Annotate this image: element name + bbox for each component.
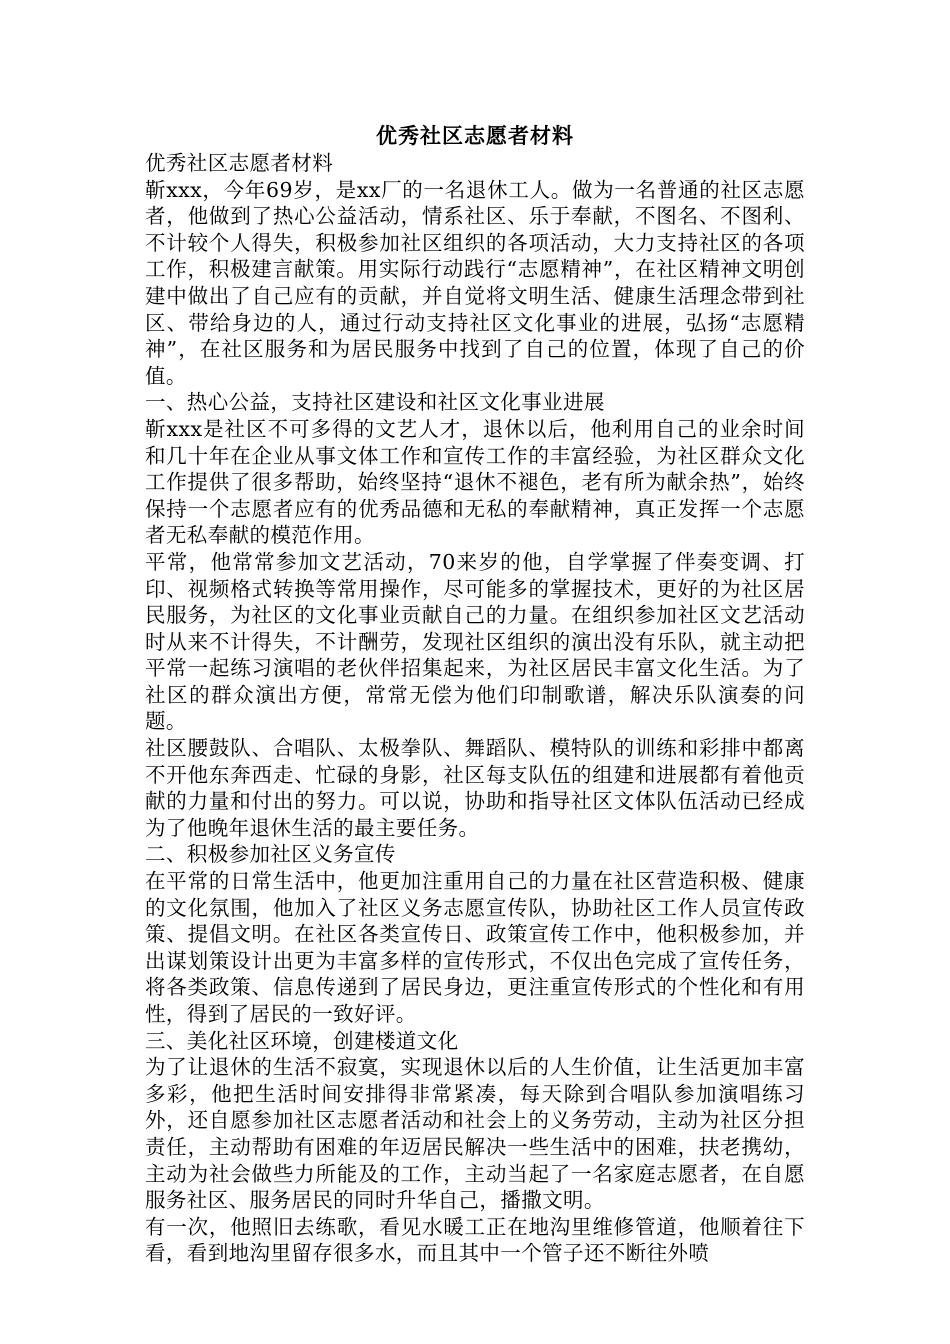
- section-heading-3: 三、美化社区环境，创建楼道文化: [145, 1028, 459, 1053]
- intro-paragraph: 靳xxx，今年69岁，是xx厂的一名退休工人。做为一名普通的社区志愿者，他做到了热心公益活动，情系社区、乐于奉献，不图名、不图利、不计较个人得失，积极参加社区组织的各项活动，大力支持社区的各项工作，积极建言献策。用实际行动践行“志愿精神”，在社区精神文明创建中做出了自己应有的贡献，并自觉将文明生活、健康生活理念带到社区、带给身边的人，通过行动支持社区文化事业的进展，弘扬“志愿精神”，在社区服务和为居民服务中找到了自己的位置，体现了自己的价值。: [145, 177, 805, 388]
- body-paragraph: 有一次，他照旧去练歌，看见水暖工正在地沟里维修管道，他顺着往下看，看到地沟里留存很多水，而且其中一个管子还不断往外喷: [145, 1214, 805, 1266]
- subtitle-paragraph: 优秀社区志愿者材料: [145, 151, 334, 175]
- body-paragraph: 为了让退休的生活不寂寞，实现退休以后的人生价值，让生活更加丰富多彩，他把生活时间安排得非常紧凑，每天除到合唱队参加演唱练习外，还自愿参加社区志愿者活动和社会上的义务劳动，主动为社区分担责任，主动帮助有困难的年迈居民解决一些生活中的困难，扶老携幼，主动为社会做些力所能及的工作，主动当起了一名家庭志愿者，在自愿服务社区、服务居民的同时升华自己，播撒文明。: [145, 1055, 805, 1213]
- body-paragraph: 在平常的日常生活中，他更加注重用自己的力量在社区营造积极、健康的文化氛围，他加入了社区义务志愿宣传队，协助社区工作人员宣传政策、提倡文明。在社区各类宣传日、政策宣传工作中，他积极参加，并出谋划策设计出更为丰富多样的宣传形式，不仅出色完成了宣传任务，将各类政策、信息传递到了居民身边，更注重宣传形式的个性化和有用性，得到了居民的一致好评。: [145, 869, 805, 1026]
- section-heading-1: 一、热心公益，支持社区建设和社区文化事业进展: [145, 390, 605, 415]
- body-paragraph: 社区腰鼓队、合唱队、太极拳队、舞蹈队、模特队的训练和彩排中都离不开他东奔西走、忙碌的身影，社区每支队伍的组建和进展都有着他贡献的力量和付出的努力。可以说，协助和指导社区文体队伍活动已经成为了他晚年退休生活的最主要任务。: [145, 736, 805, 840]
- body-paragraph: 靳xxx是社区不可多得的文艺人才，退休以后，他利用自己的业余时间和几十年在企业从事文体工作和宣传工作的丰富经验，为社区群众文化工作提供了很多帮助，始终坚持“退休不褪色，老有所为献余热”，始终保持一个志愿者应有的优秀品德和无私的奉献精神，真正发挥一个志愿者无私奉献的模范作用。: [145, 416, 805, 548]
- document-title: 优秀社区志愿者材料: [376, 123, 574, 148]
- section-heading-2: 二、积极参加社区义务宣传: [145, 842, 396, 867]
- body-paragraph: 平常，他常常参加文艺活动，70来岁的他，自学掌握了伴奏变调、打印、视频格式转换等常用操作，尽可能多的掌握技术，更好的为社区居民服务，为社区的文化事业贡献自己的力量。在组织参加社区文艺活动时从来不计得失，不计酬劳，发现社区组织的演出没有乐队，就主动把平常一起练习演唱的老伙伴招集起来，为社区居民丰富文化生活。为了社区的群众演出方便，常常无偿为他们印制歌谱，解决乐队演奏的问题。: [145, 549, 805, 734]
- document-body: [145, 122, 805, 1267]
